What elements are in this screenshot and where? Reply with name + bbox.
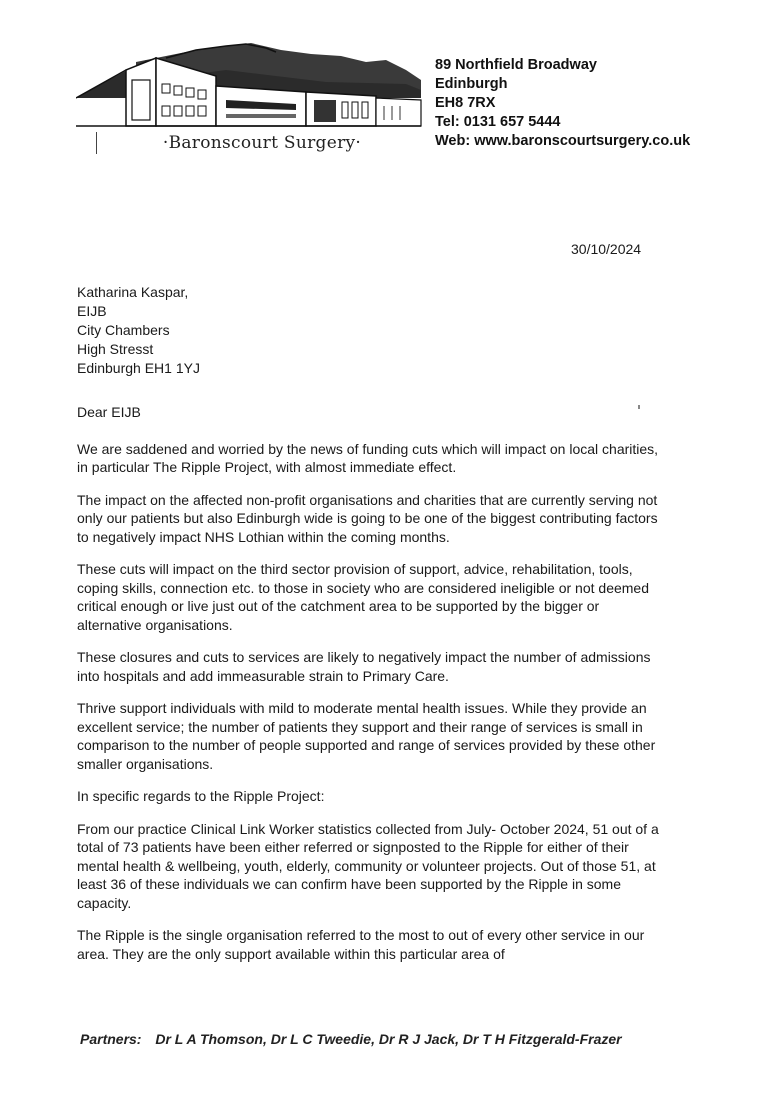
- recipient-address: [77, 283, 200, 378]
- partners-label: Partners:: [80, 1031, 142, 1047]
- body-paragraph: These cuts will impact on the third sector provision of support, advice, rehabilitation, tools, coping skills, connection etc. to those in society who are considered ineligible or not deemed critical enough or live just out of the catchment area to be supported by the bigger or alternative organisations.: [77, 561, 649, 633]
- body-paragraph: We are saddened and worried by the news of funding cuts which will impact on local charities, in particular The Ripple Project, with almost immediate effect.: [77, 440, 659, 475]
- salutation: Dear EIJB: [77, 404, 141, 420]
- surgery-logo: [76, 40, 426, 156]
- body-paragraph: From our practice Clinical Link Worker statistics collected from July- October 2024, 51 out of a total of 73 patients have been either referred or signposted to the Ripple for either of their mental health & wellbeing, youth, elderly, community or volunteer projects. Out of those 51, at least 36 of these individuals we can confirm have been supported by the Ripple in some capacity.: [77, 820, 659, 911]
- practice-address: [435, 56, 690, 151]
- address-line: 89 Northfield Broadway: [435, 57, 597, 73]
- letter-date: 30/10/2024: [571, 241, 642, 257]
- body-paragraph: Thrive support individuals with mild to moderate mental health issues. While they provide an excellent service; the number of patients they support and their range of services is small in comparison to the number of people supported and range of services provided by these other smaller organisations.: [77, 700, 656, 772]
- recipient-line: City Chambers: [77, 322, 170, 338]
- body-paragraph: These closures and cuts to services are likely to negatively impact the number of admissions into hospitals and add immeasurable strain to Primary Care.: [77, 649, 651, 684]
- address-line: EH8 7RX: [435, 95, 496, 111]
- address-line: Edinburgh: [435, 76, 508, 92]
- body-paragraph: In specific regards to the Ripple Project:: [77, 788, 325, 804]
- recipient-line: High Stresst: [77, 341, 154, 357]
- website-line: Web: www.baronscourtsurgery.co.uk: [435, 133, 691, 149]
- telephone-line: Tel: 0131 657 5444: [435, 114, 561, 130]
- body-paragraph: The Ripple is the single organisation referred to the most to out of every other service in our area. They are the only support available within this particular area of: [77, 927, 645, 962]
- recipient-line: Edinburgh EH1 1YJ: [77, 360, 200, 376]
- partners-footer: [80, 1031, 720, 1047]
- practice-name-logo-text: ·Baronscourt Surgery·: [96, 132, 427, 154]
- recipient-name: Katharina Kaspar,: [77, 284, 189, 300]
- partners-names: Dr L A Thomson, Dr L C Tweedie, Dr R J Jack, Dr T H Fitzgerald-Frazer: [155, 1031, 622, 1047]
- letter-body: [77, 403, 667, 977]
- body-paragraph: The impact on the affected non-profit organisations and charities that are currently serving not only our patients but also Edinburgh wide is going to be one of the biggest contributing factors to negatively impact NHS Lothian within the coming months.: [77, 491, 658, 545]
- building-illustration: [76, 40, 426, 132]
- recipient-line: EIJB: [77, 303, 107, 319]
